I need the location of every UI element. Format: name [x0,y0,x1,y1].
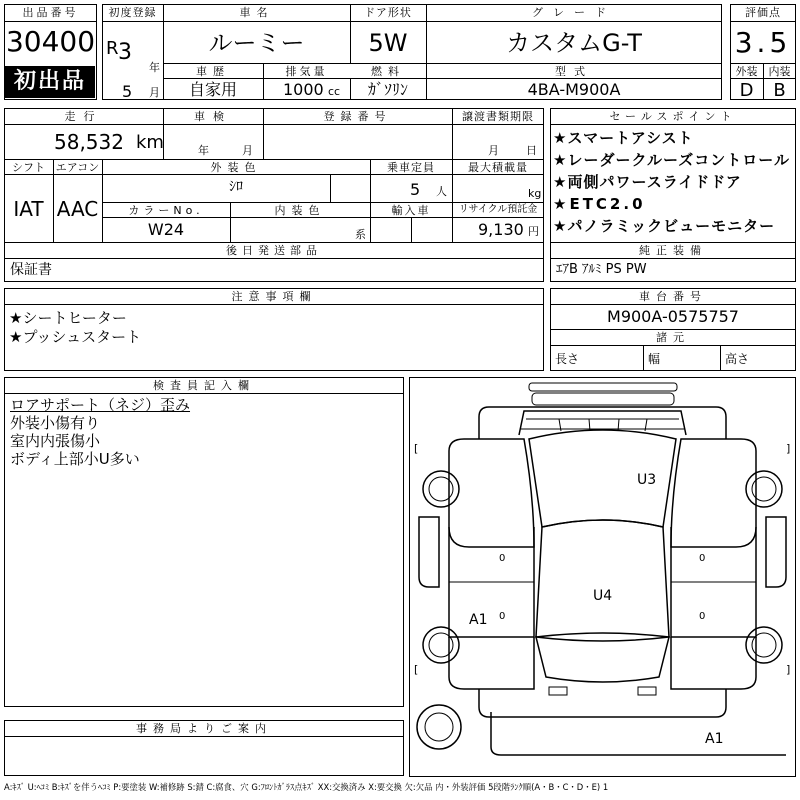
recycle-value: 9,130 [478,220,524,239]
lot-label: 出品番号 [22,6,79,19]
grade-value: カスタムG-T [506,29,642,57]
divider [550,124,796,125]
equipment-label: 純正装備 [639,244,707,257]
reg-year: 3 [118,40,132,65]
reg-era: R [106,38,119,59]
inspection-year-unit: 年 [198,144,209,157]
width-label: 幅 [648,352,661,366]
capacity-unit: 人 [436,185,447,198]
transfer-day-unit: 日 [526,144,537,157]
mileage-unit: km [136,132,164,153]
svg-text:]: ] [786,442,791,455]
sales-point-item: ★両側パワースライドドア [553,173,742,191]
chassis-label: 車台番号 [639,290,707,303]
svg-text:0: 0 [499,553,506,564]
sales-point-item: ★スマートアシスト [553,129,694,147]
divider [163,63,722,64]
divider [550,329,796,330]
model-value: 4BA-M900A [527,80,621,99]
divider [4,21,97,22]
sales-point-item: ★レーダークルーズコントロール [553,151,790,169]
history-label: 車歴 [196,65,230,78]
score-label: 評価点 [745,6,781,19]
later-parts-label: 後日発送部品 [226,244,322,257]
later-parts-value: 保証書 [10,262,52,278]
import-label: 輸入車 [391,204,431,217]
car-name: ルーミー [208,29,305,57]
svg-text:[: [ [414,663,419,676]
first-listing-badge: 初出品 [5,66,95,98]
mileage-value: 58,532 [54,130,124,154]
transfer-label: 譲渡書類期限 [462,110,534,123]
capacity-value: 5 [410,180,421,199]
damage-mark: A1 [469,612,488,628]
divider [550,345,796,346]
score-value: 3.5 [734,26,792,59]
svg-text:0: 0 [499,611,506,622]
divider [643,345,644,371]
interior-label: 内装 [768,65,791,78]
month-unit: 月 [149,86,160,99]
damage-mark: U3 [637,472,657,488]
divider [4,124,544,125]
ac-label: エアコン [55,161,100,174]
office-label: 事務局よりご案内 [136,722,272,735]
equipment-value: ｴｱB ｱﾙﾐ PS PW [556,262,647,277]
door-value: 5W [368,29,408,57]
legend: A:ｷｽﾞ U:ﾍｺﾐ B:ｷｽﾞを伴うﾍｺﾐ P:要塗装 W:補修跡 S:錆 C:腐食、穴 G:ﾌﾛﾝﾄｶﾞﾗｽ点ｷｽﾞ XX:交換済み X:要交換 欠:欠品 内・外装評価 5段階ﾗﾝｸ順(A・B・C・D・E) 1 [4,782,609,792]
caution-item: ★シートヒーター [9,309,127,327]
sales-point-item: ★パノラミックビューモニター [553,217,776,235]
interior-color-label: 内装色 [274,204,326,217]
displacement-unit: cc [328,85,341,98]
damage-mark: U4 [593,588,613,604]
caution-label: 注意事項欄 [231,290,317,303]
divider [550,304,796,305]
fuel-label: 燃料 [371,65,405,78]
mileage-label: 走行 [64,110,103,123]
divider [4,258,544,259]
inspection-label: 車検 [194,110,232,123]
divider [550,258,796,259]
transfer-month-unit: 月 [488,144,499,157]
shift-label: シフト [12,161,45,174]
plate-label: 登録番号 [323,110,392,123]
dims-label: 諸元 [656,331,690,344]
recycle-label: リサイクル預託金 [458,204,538,215]
divider [4,304,544,305]
caution-item: ★プッシュスタート [9,328,142,346]
reg-label: 初度登録 [108,6,157,19]
sales-points-label: セールスポイント [609,110,737,123]
fuel-value: ｶﾞｿﾘﾝ [367,80,408,99]
shift-value: IAT [13,197,44,221]
divider [4,242,544,243]
reg-month: 5 [122,82,133,101]
svg-text:[: [ [414,442,419,455]
recycle-unit: 円 [528,225,539,238]
lot-number: 30400 [5,25,96,58]
color-no-value: W24 [147,220,185,239]
car-name-label: 車名 [239,6,274,19]
inspection-month-unit: 月 [242,144,253,157]
divider [720,345,721,371]
exterior-label: 外装 [735,65,758,78]
length-label: 長さ [555,352,580,366]
inspector-line: 外装小傷有り [10,414,101,432]
exterior-grade: D [739,80,754,101]
door-label: ドア形状 [364,6,412,19]
divider [102,202,544,203]
capacity-label: 乗車定員 [387,161,435,174]
svg-text:0: 0 [699,553,706,564]
interior-grade: B [773,80,786,101]
divider [102,217,544,218]
chassis-number: M900A-0575757 [607,307,739,326]
grade-label: グレード [532,6,616,19]
divider [4,736,404,737]
divider [730,21,796,22]
inspector-label: 検査員記入欄 [153,379,255,392]
model-label: 型式 [555,65,593,78]
history-value: 自家用 [188,80,237,99]
divider [102,21,722,22]
displacement-value: 1000 [283,80,324,99]
inspector-line: ロアサポート（ネジ）歪み [10,396,191,414]
divider [163,78,722,79]
damage-mark: A1 [705,731,724,747]
interior-color-unit: 系 [355,228,366,241]
divider [411,217,412,242]
height-label: 高さ [725,352,750,366]
svg-text:0: 0 [699,611,706,622]
color-value: ｼﾛ [229,179,243,195]
displacement-label: 排気量 [285,65,328,78]
inspector-line: 室内内張傷小 [10,432,101,450]
year-unit: 年 [149,61,160,74]
divider [4,174,544,175]
svg-text:]: ] [786,663,791,676]
load-unit: kg [528,187,542,200]
divider [4,159,544,160]
color-label: 外装色 [210,161,262,174]
color-no-label: カラーNo. [128,204,204,217]
inspector-line: ボディ上部小U多い [10,450,140,468]
divider [550,242,796,243]
load-label: 最大積載量 [468,161,528,174]
ac-value: AAC [56,197,99,221]
divider [4,393,404,394]
sales-point-item: ★ETC2.0 [553,195,646,213]
car-diagram [409,377,796,777]
